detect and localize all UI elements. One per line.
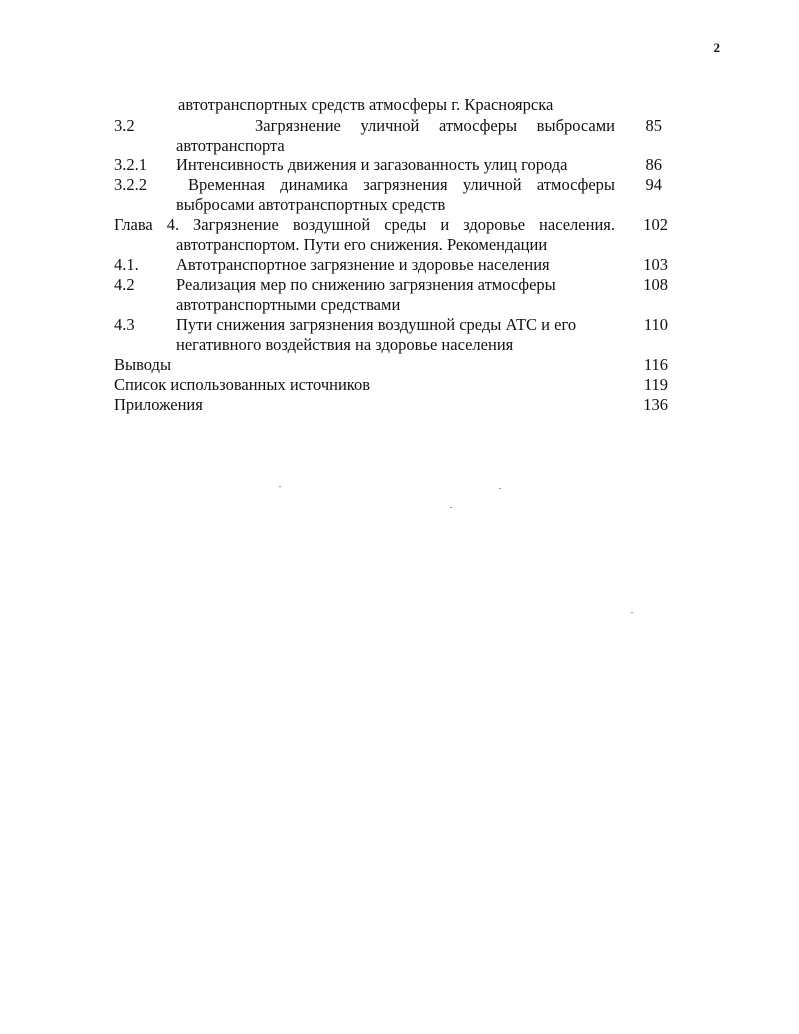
- toc-entry-3-2-2-title: Временная динамика загрязнения уличной атмосферы: [188, 175, 615, 194]
- toc-chapter-4-title: Глава 4. Загрязнение воздушной среды и здоровье населения.: [114, 215, 615, 234]
- toc-entry-3-2-1-page: 86: [645, 155, 662, 174]
- toc-entry-3-2-1-number: 3.2.1: [114, 155, 147, 174]
- toc-entry-4-2-title: Реализация мер по снижению загрязнения атмосферы: [176, 275, 556, 294]
- toc-chapter-4-title-cont: автотранспортом. Пути его снижения. Рекомендации: [176, 235, 548, 254]
- scan-speck: [499, 488, 501, 489]
- toc-entry-3-2-page: 85: [645, 116, 662, 135]
- toc-sources-page: 119: [643, 375, 668, 394]
- scan-speck: [279, 486, 281, 487]
- toc-sources-title: Список использованных источников: [114, 375, 370, 394]
- toc-entry-3-2-title-cont: автотранспорта: [176, 136, 285, 155]
- toc-entry-4-3-title: Пути снижения загрязнения воздушной среды АТС и его: [176, 315, 577, 334]
- toc-entry-4-3-title-cont: негативного воздействия на здоровье населения: [176, 335, 514, 354]
- toc-appendices-page: 136: [643, 395, 668, 414]
- toc-entry-4-2-number: 4.2: [114, 275, 135, 294]
- toc-entry-4-1-title: Автотранспортное загрязнение и здоровье населения: [176, 255, 550, 274]
- toc-entry-3-2-2-title-cont: выбросами автотранспортных средств: [176, 195, 446, 214]
- scan-speck: [631, 612, 633, 613]
- toc-conclusions-page: 116: [643, 355, 668, 374]
- toc-entry-3-2-2-number: 3.2.2: [114, 175, 147, 194]
- toc-entry-4-3-page: 110: [643, 315, 668, 334]
- toc-entry-3-2-number: 3.2: [114, 116, 135, 135]
- toc-entry-3-2-1-title: Интенсивность движения и загазованность улиц города: [176, 155, 568, 174]
- toc-continuation-line: автотранспортных средств атмосферы г. Красноярска: [178, 95, 554, 114]
- toc-entry-4-2-title-cont: автотранспортными средствами: [176, 295, 401, 314]
- toc-entry-4-3-number: 4.3: [114, 315, 135, 334]
- toc-appendices-title: Приложения: [114, 395, 203, 414]
- toc-chapter-4-page: 102: [643, 215, 668, 234]
- toc-entry-3-2-2-page: 94: [645, 175, 662, 194]
- page-number: 2: [713, 40, 720, 55]
- scan-speck: [450, 507, 452, 508]
- toc-entry-4-1-page: 103: [643, 255, 668, 274]
- toc-entry-3-2-title: Загрязнение уличной атмосферы выбросами: [255, 116, 615, 135]
- toc-entry-4-2-page: 108: [643, 275, 668, 294]
- toc-conclusions-title: Выводы: [114, 355, 172, 374]
- toc-entry-4-1-number: 4.1.: [114, 255, 139, 274]
